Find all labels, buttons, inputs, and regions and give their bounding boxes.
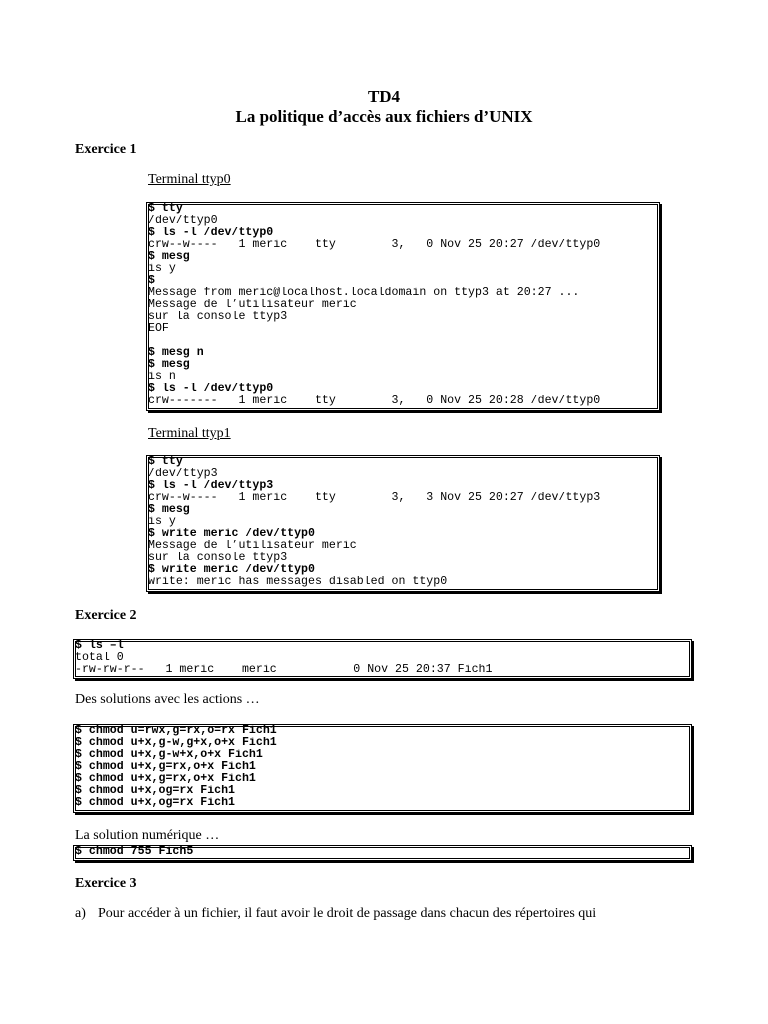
terminal-ttyp0-lines xyxy=(147,203,659,407)
ls-listing-box xyxy=(73,639,692,679)
page-title: TD4 xyxy=(367,87,401,106)
terminal-command-line: $ chmod 755 Fich5 xyxy=(75,846,194,858)
terminal-command-line: $ tty xyxy=(148,203,183,215)
terminal-output-line: /dev/ttyp0 xyxy=(148,215,218,227)
terminal-command-line: $ chmod u+x,g=rx,o+x Fich1 xyxy=(75,761,256,773)
terminal-output-line: crw------- 1 meric tty 3, 0 Nov 25 20:28 /dev/ttyp0 xyxy=(148,395,601,407)
terminal-ttyp0-label: Terminal ttyp0 xyxy=(148,172,231,187)
terminal-command-line: $ chmod u+x,og=rx Fich1 xyxy=(75,785,236,797)
terminal-command-line: $ xyxy=(148,275,155,287)
terminal-output-line: -rw-rw-r-- 1 meric meric 0 Nov 25 20:37 Fich1 xyxy=(75,664,493,676)
exercise-2-heading: Exercice 2 xyxy=(75,608,137,623)
terminal-output-line: total 0 xyxy=(75,652,124,664)
terminal-ttyp1-label: Terminal ttyp1 xyxy=(148,426,231,441)
terminal-output-line: is y xyxy=(148,263,176,275)
terminal-command-line: $ tty xyxy=(148,456,183,468)
exercise-3-item-a xyxy=(75,906,596,922)
terminal-command-line: $ mesg n xyxy=(148,347,204,359)
terminal-command-line: $ mesg xyxy=(148,251,190,263)
terminal-command-line: $ mesg xyxy=(148,504,190,516)
terminal-command-line: $ chmod u+x,g-w+x,o+x Fich1 xyxy=(75,749,263,761)
terminal-ttyp0-box xyxy=(146,202,660,411)
ls-listing-lines xyxy=(74,640,691,676)
terminal-output-line: write: meric has messages disabled on ttyp0 xyxy=(148,576,448,588)
chmod-numeric-lines xyxy=(74,846,691,858)
terminal-command-line: $ chmod u=rwx,g=rx,o=rx Fich1 xyxy=(75,725,277,737)
terminal-command-line: $ ls -l /dev/ttyp3 xyxy=(148,480,274,492)
terminal-output-line: Message de l’utilisateur meric xyxy=(148,540,357,552)
terminal-command-line: $ ls –l xyxy=(75,640,124,652)
terminal-command-line: $ chmod u+x,og=rx Fich1 xyxy=(75,797,236,809)
terminal-output-line: crw--w---- 1 meric tty 3, 0 Nov 25 20:27 /dev/ttyp0 xyxy=(148,239,601,251)
exercise-3-heading: Exercice 3 xyxy=(75,876,137,891)
terminal-output-line: is y xyxy=(148,516,176,528)
terminal-output-line: crw--w---- 1 meric tty 3, 3 Nov 25 20:27 /dev/ttyp3 xyxy=(148,492,601,504)
chmod-actions-lines xyxy=(74,725,691,809)
terminal-output-line: is n xyxy=(148,371,176,383)
terminal-command-line: $ ls -l /dev/ttyp0 xyxy=(148,227,274,239)
item-a-marker: a) xyxy=(75,906,86,921)
terminal-output-line: sur la console ttyp3 xyxy=(148,311,288,323)
terminal-command-line: $ write meric /dev/ttyp0 xyxy=(148,564,315,576)
numeric-label: La solution numérique … xyxy=(75,828,220,843)
chmod-numeric-box xyxy=(73,845,692,861)
actions-label: Des solutions avec les actions … xyxy=(75,692,260,707)
terminal-ttyp1-box xyxy=(146,455,660,592)
page-subtitle: La politique d’accès aux fichiers d’UNIX xyxy=(235,107,533,126)
terminal-output-line: sur la console ttyp3 xyxy=(148,552,288,564)
chmod-actions-box xyxy=(73,724,692,813)
exercise-1-heading: Exercice 1 xyxy=(75,142,137,157)
terminal-blank-line xyxy=(147,335,659,347)
terminal-ttyp1-lines xyxy=(147,456,659,588)
terminal-command-line: $ chmod u+x,g=rx,o+x Fich1 xyxy=(75,773,256,785)
terminal-output-line: Message de l’utilisateur meric xyxy=(148,299,357,311)
item-a-text: Pour accéder à un fichier, il faut avoir le droit de passage dans chacun des répertoires qui xyxy=(98,906,597,921)
terminal-output-line: /dev/ttyp3 xyxy=(148,468,218,480)
terminal-command-line: $ chmod u+x,g-w,g+x,o+x Fich1 xyxy=(75,737,277,749)
terminal-output-line: Message from meric@localhost.localdomain on ttyp3 at 20:27 ... xyxy=(148,287,580,299)
terminal-command-line: $ ls -l /dev/ttyp0 xyxy=(148,383,274,395)
terminal-command-line: $ write meric /dev/ttyp0 xyxy=(148,528,315,540)
terminal-output-line: EOF xyxy=(148,323,169,335)
terminal-command-line: $ mesg xyxy=(148,359,190,371)
